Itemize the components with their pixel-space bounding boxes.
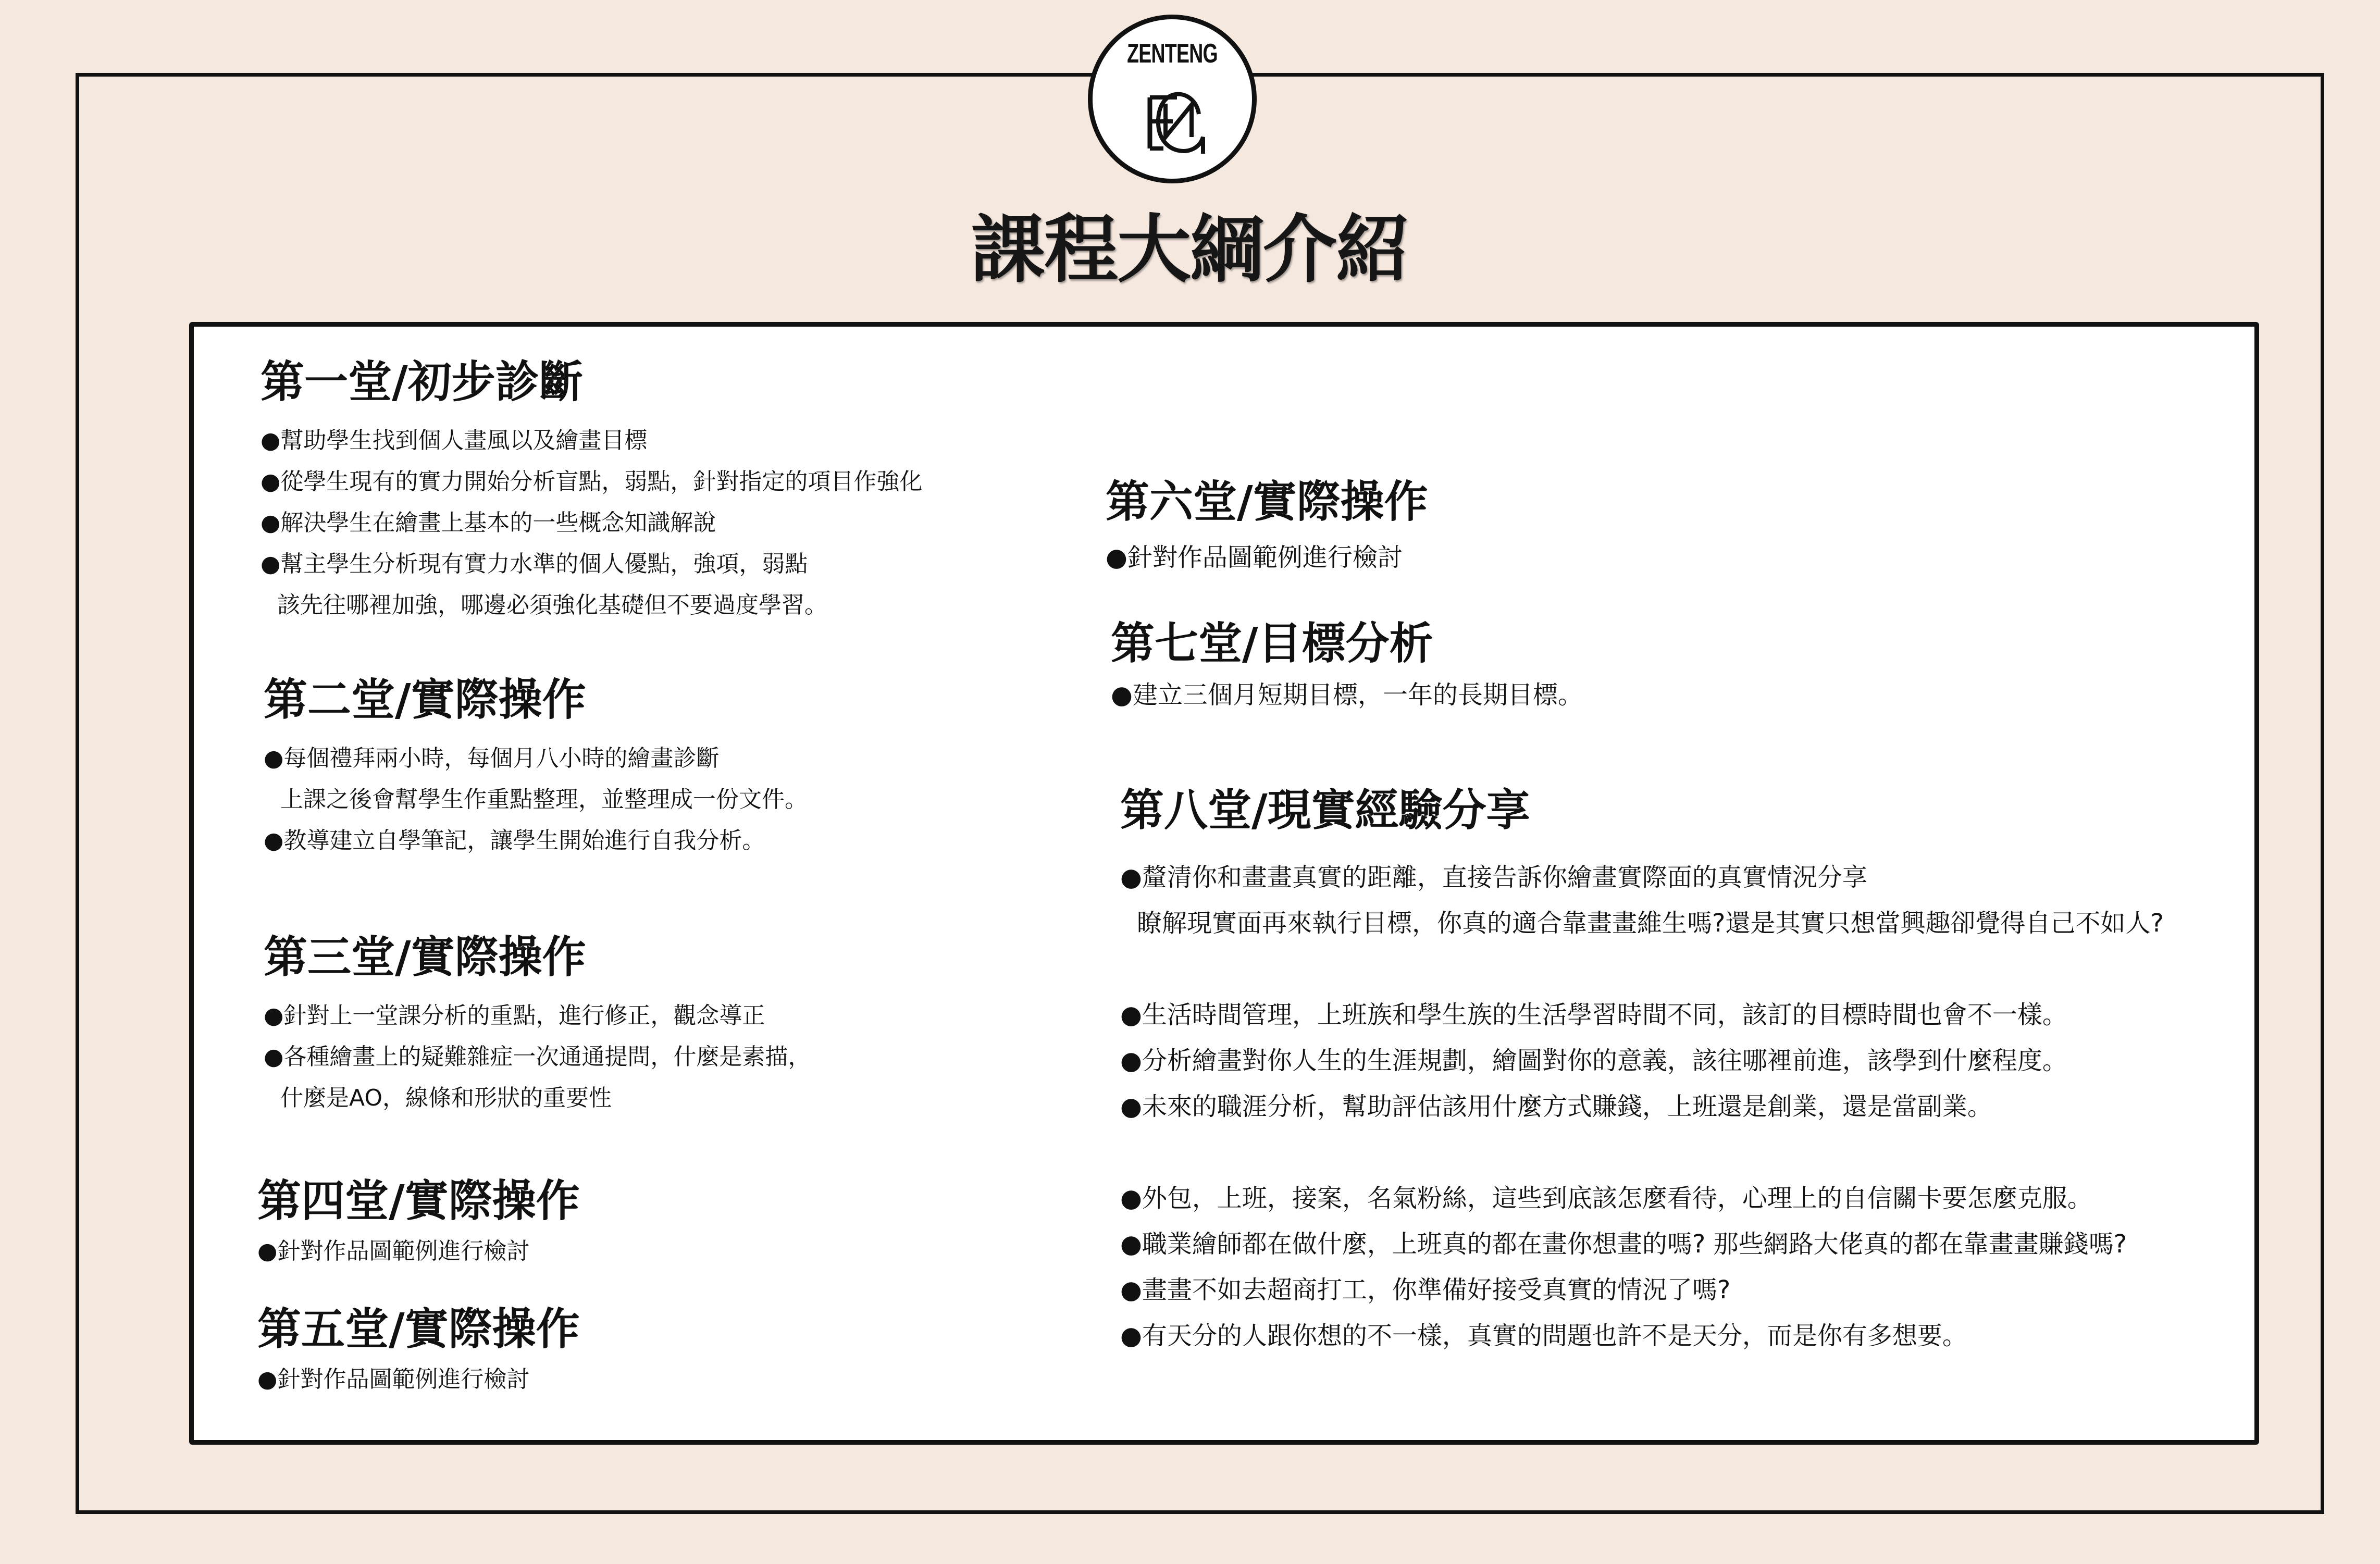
lesson-6 bbox=[1106, 477, 1428, 580]
lesson-5-title: 第五堂/實際操作 bbox=[257, 1304, 580, 1355]
logo-text: ZENTENG bbox=[1127, 39, 1218, 69]
lesson-2-item: ●每個禮拜兩小時，每個月八小時的繪畫診斷 bbox=[264, 744, 720, 772]
lesson-6-title: 第六堂/實際操作 bbox=[1106, 476, 1428, 527]
lesson-8-item: ●畫畫不如去超商打工，你準備好接受真實的情況了嗎? bbox=[1120, 1275, 1731, 1305]
spacer bbox=[1120, 1129, 2164, 1175]
lesson-3-item: ●針對上一堂課分析的重點，進行修正，觀念導正 bbox=[264, 1002, 765, 1029]
syllabus-panel bbox=[189, 322, 2259, 1445]
lesson-4-title: 第四堂/實際操作 bbox=[257, 1175, 580, 1226]
lesson-8-item: ●有天分的人跟你想的不一樣，真實的問題也許不是天分，而是你有多想要。 bbox=[1120, 1321, 1967, 1350]
lesson-7 bbox=[1111, 618, 1583, 718]
lesson-8-item: ●職業繪師都在做什麼，上班真的都在畫你想畫的嗎? 那些網路大佬真的都在靠畫畫賺錢嗎? bbox=[1120, 1229, 2127, 1259]
lesson-4 bbox=[257, 1176, 580, 1272]
lesson-8-item: ●外包，上班，接案，名氣粉絲，這些到底該怎麼看待，心理上的自信關卡要怎麼克服。 bbox=[1120, 1183, 2092, 1213]
lesson-8 bbox=[1120, 785, 2164, 1359]
lesson-1 bbox=[261, 357, 922, 626]
lesson-1-item: ●幫助學生找到個人畫風以及繪畫目標 bbox=[261, 427, 648, 454]
lesson-7-title: 第七堂/目標分析 bbox=[1111, 618, 1433, 669]
lesson-1-title: 第一堂/初步診斷 bbox=[261, 356, 583, 407]
lesson-4-item: ●針對作品圖範例進行檢討 bbox=[257, 1237, 530, 1264]
lesson-1-item: ●幫主學生分析現有實力水準的個人優點，強項，弱點 bbox=[261, 550, 808, 577]
lesson-5-item: ●針對作品圖範例進行檢討 bbox=[257, 1366, 530, 1393]
lesson-8-item: ●分析繪畫對你人生的生涯規劃，繪圖對你的意義，該往哪裡前進，該學到什麼程度。 bbox=[1120, 1046, 2067, 1075]
lesson-3-item: 什麼是AO，線條和形狀的重要性 bbox=[280, 1084, 612, 1111]
brand-logo bbox=[1088, 15, 1257, 183]
lesson-2 bbox=[264, 675, 808, 861]
lesson-1-item: ●解決學生在繪畫上基本的一些概念知識解說 bbox=[261, 509, 716, 536]
lesson-1-item: ●從學生現有的實力開始分析盲點，弱點，針對指定的項目作強化 bbox=[261, 468, 923, 495]
lesson-8-item: ●生活時間管理，上班族和學生族的生活學習時間不同，該訂的目標時間也會不一樣。 bbox=[1120, 1000, 2067, 1029]
lesson-6-item: ●針對作品圖範例進行檢討 bbox=[1106, 542, 1403, 572]
lesson-2-title: 第二堂/實際操作 bbox=[264, 674, 586, 725]
lesson-7-item: ●建立三個月短期目標，一年的長期目標。 bbox=[1111, 680, 1583, 710]
lesson-2-item: 上課之後會幫學生作重點整理，並整理成一份文件。 bbox=[280, 786, 808, 813]
lesson-8-item: 瞭解現實面再來執行目標，你真的適合靠畫畫維生嗎?還是其實只想當興趣卻覺得自己不如人? bbox=[1137, 908, 2164, 938]
page-title: 課程大綱介紹 bbox=[971, 207, 1409, 293]
lesson-3 bbox=[264, 932, 811, 1119]
spacer bbox=[1120, 946, 2164, 992]
lesson-3-title: 第三堂/實際操作 bbox=[264, 932, 586, 983]
lesson-2-item: ●教導建立自學筆記，讓學生開始進行自我分析。 bbox=[264, 827, 765, 854]
lesson-8-title: 第八堂/現實經驗分享 bbox=[1120, 785, 1530, 836]
logo-monogram-icon bbox=[1143, 83, 1211, 161]
lesson-8-item: ●未來的職涯分析，幫助評估該用什麼方式賺錢，上班還是創業，還是當副業。 bbox=[1120, 1091, 1992, 1121]
lesson-1-item: 該先往哪裡加強，哪邊必須強化基礎但不要過度學習。 bbox=[277, 591, 827, 618]
lesson-5 bbox=[257, 1304, 580, 1400]
lesson-8-item: ●釐清你和畫畫真實的距離，直接告訴你繪畫實際面的真實情況分享 bbox=[1120, 862, 1867, 892]
lesson-3-item: ●各種繪畫上的疑難雜症一次通通提問，什麼是素描， bbox=[264, 1043, 811, 1070]
